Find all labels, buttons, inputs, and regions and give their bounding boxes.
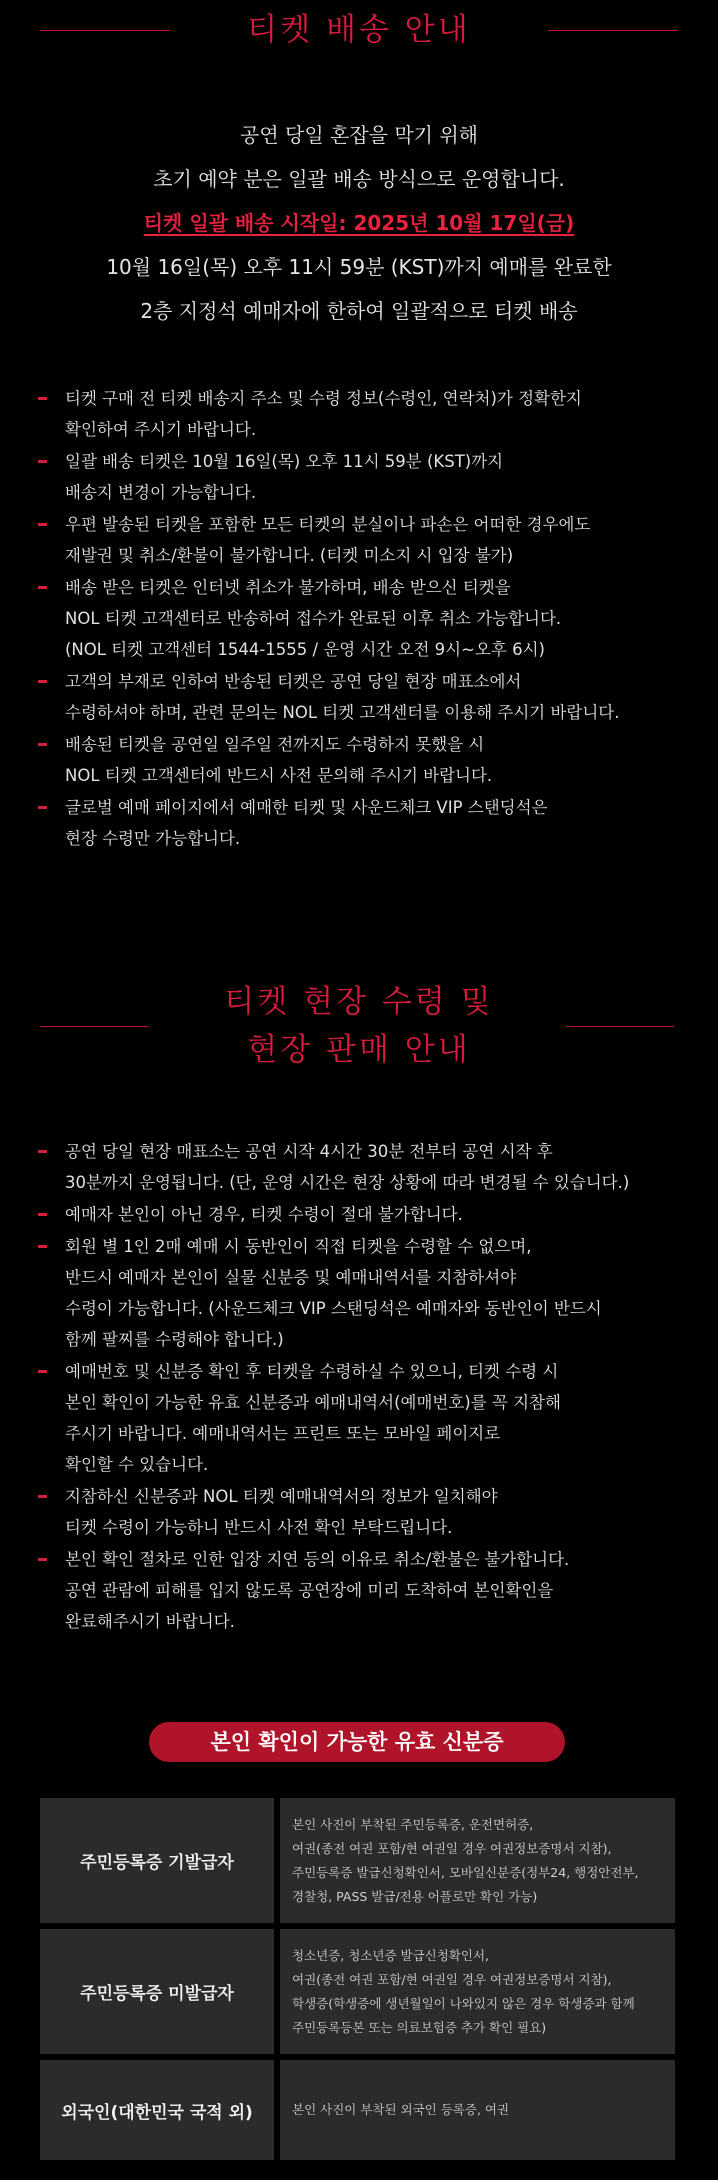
bullet-text-line: 확인하여 주시기 바랍니다. — [65, 420, 257, 439]
id-value-line: 경찰청, PASS 발급/전용 어플로만 확인 가능) — [292, 1888, 538, 1904]
bullet-item — [36, 1544, 696, 1637]
valid-id-title-badge: 본인 확인이 가능한 유효 신분증 — [149, 1722, 565, 1762]
bullet-dash-icon — [38, 397, 47, 400]
section1-title: 티켓 배송 안내 — [247, 12, 471, 48]
bullet-dash-icon — [38, 1558, 47, 1561]
bullet-dash-icon — [38, 806, 47, 809]
bullet-text-line: 함께 팔찌를 수령해야 합니다.) — [65, 1330, 284, 1349]
bullet-item — [36, 1199, 696, 1230]
id-value-line: 주민등록등본 또는 의료보험증 추가 확인 필요) — [292, 2019, 547, 2035]
bullet-dash-icon — [38, 1370, 47, 1373]
section2-title — [224, 978, 493, 1074]
bullet-text-line: 예매번호 및 신분증 확인 후 티켓을 수령하실 수 있으니, 티켓 수령 시 — [65, 1362, 559, 1381]
bullet-text-line: 티켓 수령이 가능하니 반드시 사전 확인 부탁드립니다. — [65, 1518, 453, 1537]
bullet-item — [36, 572, 696, 665]
bullet-text-line: 지참하신 신분증과 NOL 티켓 예매내역서의 정보가 일치해야 — [65, 1487, 498, 1506]
bullet-text-line: 본인 확인이 가능한 유효 신분증과 예매내역서(예매번호)를 꼭 지참해 — [65, 1393, 561, 1412]
bullet-text-line: 공연 당일 현장 매표소는 공연 시작 4시간 30분 전부터 공연 시작 후 — [65, 1142, 553, 1161]
intro-line: 초기 예약 분은 일괄 배송 방식으로 운영합니다. — [153, 167, 565, 191]
id-row-value — [280, 1929, 675, 2054]
id-value-line: 본인 사진이 부착된 주민등록증, 운전면허증, — [292, 1816, 534, 1832]
bullet-text-line: 티켓 구매 전 티켓 배송지 주소 및 수령 정보(수령인, 연락처)가 정확한지 — [65, 389, 582, 408]
bullet-text-line: 공연 관람에 피해를 입지 않도록 공연장에 미리 도착하여 본인확인을 — [65, 1581, 554, 1600]
bullet-text-line: 글로벌 예매 페이지에서 예매한 티켓 및 사운드체크 VIP 스탠딩석은 — [65, 798, 548, 817]
heading-rule-right — [566, 1026, 674, 1027]
bullet-text-line: 배송된 티켓을 공연일 일주일 전까지도 수령하지 못했을 시 — [65, 735, 485, 754]
bullet-item — [36, 509, 696, 571]
bullet-text-line: 고객의 부재로 인하여 반송된 티켓은 공연 당일 현장 매표소에서 — [65, 672, 522, 691]
bullet-text-line: 배송 받은 티켓은 인터넷 취소가 불가하며, 배송 받으신 티켓을 — [65, 578, 511, 597]
bullet-text-line: 수령하셔야 하며, 관련 문의는 NOL 티켓 고객센터를 이용해 주시기 바랍니다. — [65, 703, 620, 722]
bullet-text-line: NOL 티켓 고객센터에 반드시 사전 문의해 주시기 바랍니다. — [65, 766, 493, 785]
bullet-dash-icon — [38, 1495, 47, 1498]
heading-rule-left — [40, 1026, 148, 1027]
bullet-text-line: 반드시 예매자 본인이 실물 신분증 및 예매내역서를 지참하셔야 — [65, 1268, 517, 1287]
section1-bullet-list — [36, 383, 696, 855]
bullet-dash-icon — [38, 523, 47, 526]
id-row — [40, 1798, 675, 1923]
bullet-text-line: 재발권 및 취소/환불이 불가합니다. (티켓 미소지 시 입장 불가) — [65, 546, 514, 565]
bullet-item — [36, 1136, 696, 1198]
intro-line: 공연 당일 혼잡을 막기 위해 — [240, 123, 478, 147]
delivery-start-date: 티켓 일괄 배송 시작일: 2025년 10월 17일(금) — [143, 211, 575, 235]
section2-title-line: 티켓 현장 수령 및 — [224, 984, 494, 1020]
section2-title-line: 현장 판매 안내 — [247, 1032, 471, 1068]
bullet-text-line: 예매자 본인이 아닌 경우, 티켓 수령이 절대 불가합니다. — [65, 1205, 463, 1224]
bullet-text-line: 본인 확인 절차로 인한 입장 지연 등의 이유로 취소/환불은 불가합니다. — [65, 1550, 570, 1569]
heading-rule-right — [548, 30, 678, 31]
bullet-item — [36, 729, 696, 791]
id-value-line: 학생증(학생증에 생년월일이 나와있지 않은 경우 학생증과 함께 — [292, 1995, 635, 2011]
bullet-item — [36, 666, 696, 728]
bullet-item — [36, 383, 696, 445]
bullet-text-line: 30분까지 운영됩니다. (단, 운영 시간은 현장 상황에 따라 변경될 수 있습니다.) — [65, 1173, 630, 1192]
section1-intro — [0, 113, 718, 333]
id-row-key: 주민등록증 기발급자 — [40, 1798, 274, 1923]
section2-heading — [0, 978, 718, 1074]
id-row — [40, 1929, 675, 2054]
bullet-text-line: 수령이 가능합니다. (사운드체크 VIP 스탠딩석은 예매자와 동반인이 반드시 — [65, 1299, 602, 1318]
bullet-dash-icon — [38, 586, 47, 589]
heading-rule-left — [40, 30, 170, 31]
valid-id-table — [40, 1798, 675, 2166]
bullet-item — [36, 446, 696, 508]
bullet-text-line: 확인할 수 있습니다. — [65, 1455, 209, 1474]
bullet-text-line: 현장 수령만 가능합니다. — [65, 829, 241, 848]
bullet-item — [36, 1481, 696, 1543]
intro-line: 10월 16일(목) 오후 11시 59분 (KST)까지 예매를 완료한 — [106, 255, 612, 279]
section1-heading — [0, 6, 718, 54]
bullet-dash-icon — [38, 1150, 47, 1153]
id-value-line: 여권(종전 여권 포함/현 여권일 경우 여권정보증명서 지참), — [292, 1840, 612, 1856]
bullet-text-line: 일괄 배송 티켓은 10월 16일(목) 오후 11시 59분 (KST)까지 — [65, 452, 504, 471]
bullet-text-line: 우편 발송된 티켓을 포함한 모든 티켓의 분실이나 파손은 어떠한 경우에도 — [65, 515, 591, 534]
id-value-line: 여권(종전 여권 포함/현 여권일 경우 여권정보증명서 지참), — [292, 1971, 612, 1987]
bullet-text-line: 완료해주시기 바랍니다. — [65, 1612, 235, 1631]
section2-bullet-list — [36, 1136, 696, 1638]
bullet-text-line: 배송지 변경이 가능합니다. — [65, 483, 257, 502]
bullet-text-line: NOL 티켓 고객센터로 반송하여 접수가 완료된 이후 취소 가능합니다. — [65, 609, 562, 628]
bullet-item — [36, 1231, 696, 1355]
bullet-item — [36, 1356, 696, 1480]
id-row-value — [280, 1798, 675, 1923]
id-value-line: 본인 사진이 부착된 외국인 등록증, 여권 — [292, 2102, 510, 2117]
id-value-line: 주민등록증 발급신청확인서, 모바일신분증(정부24, 행정안전부, — [292, 1864, 639, 1880]
bullet-item — [36, 792, 696, 854]
id-row — [40, 2060, 675, 2160]
bullet-dash-icon — [38, 743, 47, 746]
bullet-dash-icon — [38, 680, 47, 683]
intro-line: 2층 지정석 예매자에 한하여 일괄적으로 티켓 배송 — [140, 299, 578, 323]
id-row-key: 주민등록증 미발급자 — [40, 1929, 274, 2054]
bullet-dash-icon — [38, 460, 47, 463]
id-value-line: 청소년증, 청소년증 발급신청확인서, — [292, 1947, 490, 1963]
bullet-text-line: 주시기 바랍니다. 예매내역서는 프린트 또는 모바일 페이지로 — [65, 1424, 501, 1443]
bullet-text-line: 회원 별 1인 2매 예매 시 동반인이 직접 티켓을 수령할 수 없으며, — [65, 1237, 532, 1256]
id-row-key: 외국인(대한민국 국적 외) — [40, 2060, 274, 2160]
id-row-value — [280, 2060, 675, 2160]
bullet-text-line: (NOL 티켓 고객센터 1544-1555 / 운영 시간 오전 9시~오후 6시) — [65, 640, 545, 659]
bullet-dash-icon — [38, 1245, 47, 1248]
bullet-dash-icon — [38, 1213, 47, 1216]
